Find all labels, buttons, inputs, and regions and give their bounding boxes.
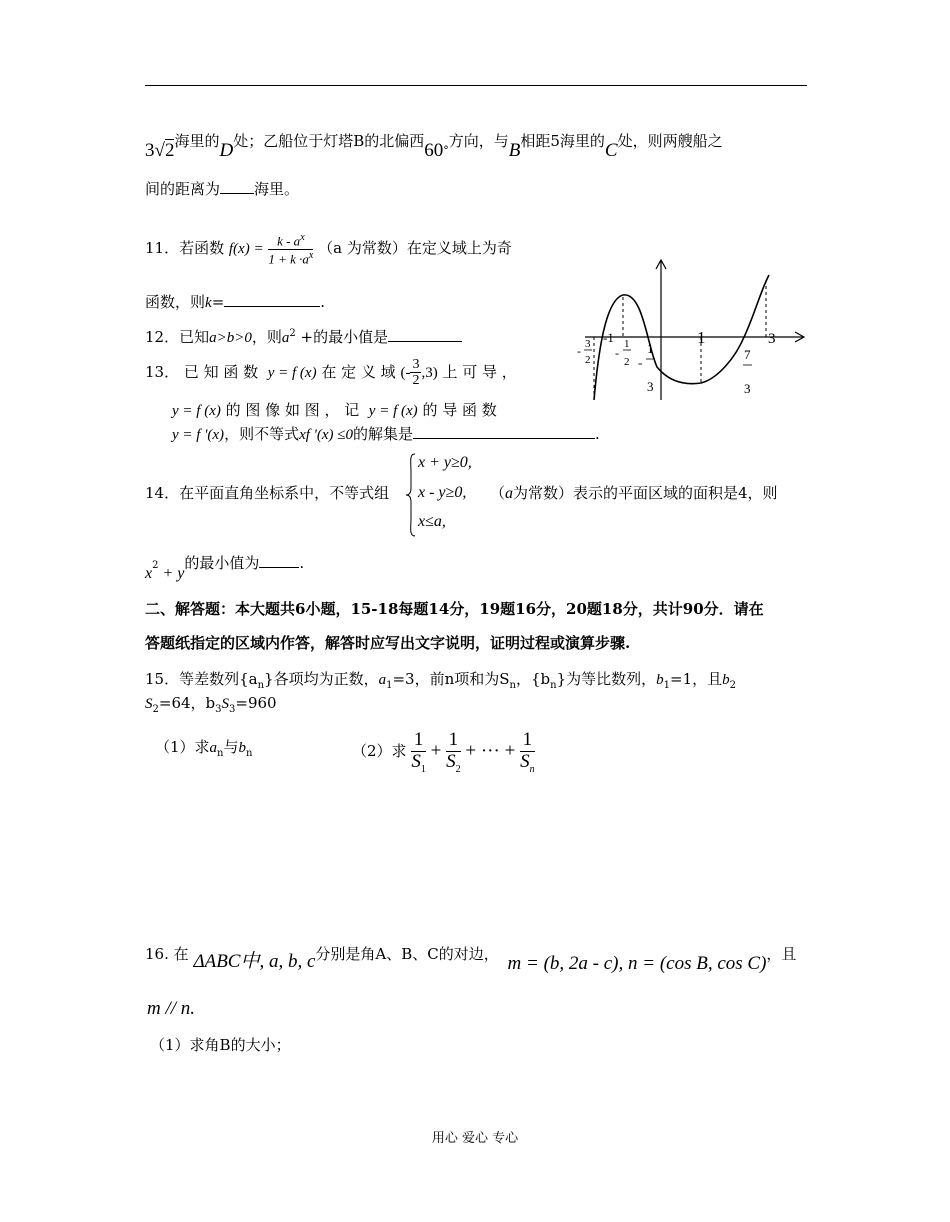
svg-text:-: - [615, 346, 619, 360]
svg-text:3: 3 [647, 379, 654, 394]
svg-text:3: 3 [585, 338, 591, 350]
q11-line2: 函数，则k= . [145, 293, 326, 311]
q16-line1: 16. 在 ΔABC中, a, b, c分别是角A、B、C的对边， m = (b, 2a - c), n = (cos B, cos C)，且 [145, 945, 797, 974]
svg-text:1: 1 [647, 341, 654, 356]
q11-fraction: $\frac{k - a^x}{1 + k \cdot a^x}$ [268, 232, 314, 266]
q16-part1: （1）求角B的大小； [150, 1036, 291, 1054]
section2-line1: 二、解答题：本大题共6小题，15-18每题14分，19题16分，20题18分，共计90分．请在 [145, 600, 764, 618]
svg-text:1: 1 [697, 328, 706, 347]
q13-line1: 13． 已 知 函 数 y = f (x) 在 定 义 域 (- $\frac{3}{2}$ ,3) 上 可 导 ， [145, 357, 517, 389]
q14-line2: $x^2 + y$的最小值为 . [145, 554, 305, 582]
q15-part1: （1）求$a_n$与$b_n$ [155, 738, 253, 759]
svg-text:3: 3 [744, 381, 751, 396]
header-rule [145, 85, 807, 86]
svg-text:-: - [577, 344, 581, 358]
q10-line1: 3√2海里的D处；乙船位于灯塔B的北偏西$60^\circ$方向，与B相距5海里的C处，则两艘船之 [145, 132, 723, 161]
q14-sys1: x + y≥0, [418, 454, 472, 471]
q15-line2: $S_2=64$，$b_3S_3=960$ [145, 694, 277, 715]
q14-sys2: x - y≥0, [418, 484, 467, 501]
section2-line2: 答题纸指定的区域内作答，解答时应写出文字说明，证明过程或演算步骤. [145, 634, 631, 652]
svg-text:3: 3 [768, 331, 776, 347]
system-brace [405, 452, 417, 538]
q15-part2: （2）求 $\frac{1}{S_1}$ + $\frac{1}{S_2}$ + ··· + $\frac{1}{S_n}$ [352, 729, 535, 775]
q14-sys3: x≤a, [418, 513, 446, 530]
q12: 12．已知a>b>0，则$a^2$ +的最小值是 [145, 326, 462, 347]
svg-text:-: - [638, 355, 643, 370]
q10-line2: 间的距离为 海里。 [145, 180, 300, 198]
q11-line1: 11．若函数 f(x) = $\frac{k - a^x}{1 + k \cdot a^x}$ （a 为常数）在定义域上为奇 [145, 232, 512, 266]
page-footer: 用心 爱心 专心 [431, 1131, 519, 1146]
svg-text:2: 2 [585, 354, 591, 366]
q14-line1: 14．在平面直角坐标系中，不等式组 [145, 484, 390, 502]
q15-line1: 15．等差数列$\{a_n\}$各项均为正数，$a_1=3$，前n项和为$S_n$，$\{b_n\}$为等比数列，$b_1=1$，且$b_2$ [145, 670, 737, 691]
q13-line3: y = f '(x)，则不等式xf '(x) ≤0的解集是 . [172, 425, 600, 443]
svg-text:1: 1 [624, 338, 630, 350]
q16-parallel: m // n. [147, 998, 196, 1019]
svg-text:2: 2 [624, 356, 630, 368]
svg-text:-1: -1 [603, 330, 614, 345]
function-graph [575, 255, 810, 405]
q14-tail: （a为常数）表示的平面区域的面积是4，则 [490, 484, 778, 502]
svg-text:7: 7 [744, 347, 751, 362]
q13-line2: y = f (x) 的 图 像 如 图 ， 记 y = f (x) 的 导 函 数 [172, 401, 497, 419]
